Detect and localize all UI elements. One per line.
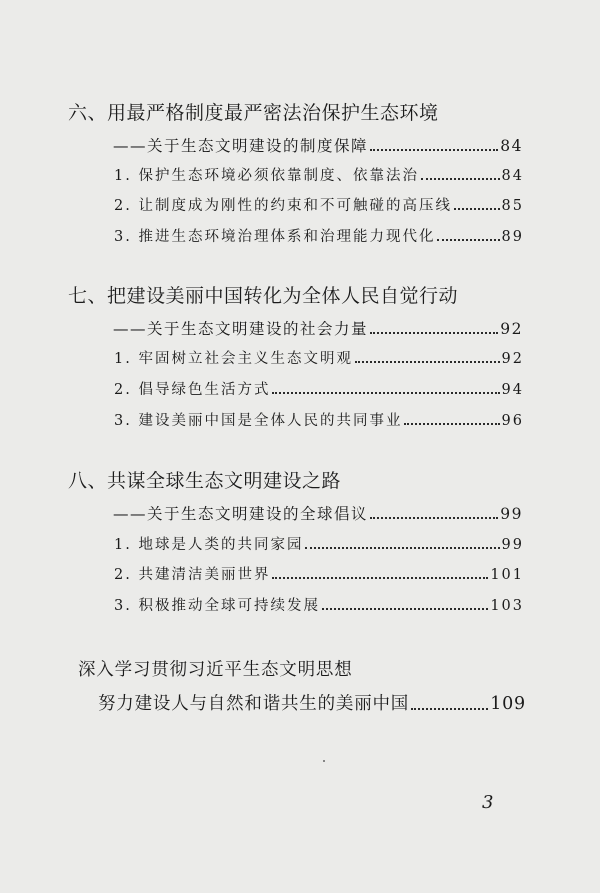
entry-label: 2. 倡导绿色生活方式 [114,382,271,398]
entry-label: 2. 共建清洁美丽世界 [114,567,271,583]
toc-entry[interactable] [113,317,523,339]
entry-label: 1. 保护生态环境必须依靠制度、依靠法治 [114,168,419,184]
entry-label: 努力建设人与自然和谐共生的美丽中国 [98,694,410,714]
closing-title: 深入学习贯彻习近平生态文明思想 [78,660,353,680]
toc-entry[interactable] [114,409,524,430]
entry-label: ——关于生态文明建设的全球倡议 [113,505,369,523]
page-ref: 84 [500,137,523,155]
toc-entry[interactable] [114,164,524,185]
entry-label: 1. 地球是人类的共同家园 [114,537,304,553]
entry-label: 3. 建设美丽中国是全体人民的共同事业 [114,413,403,429]
entry-label: ——关于生态文明建设的制度保障 [113,137,369,155]
print-speck [323,760,325,762]
page-ref: 92 [501,351,524,367]
toc-entry[interactable] [114,594,524,615]
toc-entry[interactable] [113,502,523,524]
entry-label: 2. 让制度成为刚性的约束和不可触碰的高压线 [114,198,452,214]
page-ref: 99 [500,505,523,523]
toc-entry[interactable] [114,225,524,246]
toc-entry[interactable] [114,378,524,399]
dot-leader [421,178,500,180]
dot-leader [370,149,498,151]
entry-label: 1. 牢固树立社会主义生态文明观 [114,351,353,367]
dot-leader [404,423,499,425]
page-ref: 103 [490,598,524,614]
dot-leader [370,517,498,519]
section-heading: 八、共谋全球生态文明建设之路 [68,470,342,492]
entry-label: 3. 积极推动全球可持续发展 [114,598,320,614]
page-ref: 85 [501,198,524,214]
dot-leader [437,239,499,241]
toc-entry[interactable] [114,347,524,368]
dot-leader [355,361,500,363]
section-heading: 六、用最严格制度最严密法治保护生态环境 [68,102,439,124]
toc-entry[interactable] [98,690,526,715]
dot-leader [454,208,500,210]
entry-label: 3. 推进生态环境治理体系和治理能力现代化 [114,229,436,245]
page-ref: 94 [501,382,524,398]
dot-leader [272,577,488,579]
page-ref: 84 [501,168,524,184]
page-ref: 89 [501,229,524,245]
dot-leader [370,332,498,334]
page-ref: 101 [490,567,524,583]
page-ref: 99 [501,537,524,553]
toc-entry[interactable] [113,134,523,156]
dot-leader [322,608,488,610]
toc-entry[interactable] [114,194,524,215]
entry-label: ——关于生态文明建设的社会力量 [113,320,369,338]
page-number: 3 [482,792,494,813]
page-ref: 92 [500,320,523,338]
page-ref: 96 [501,413,524,429]
section-heading: 七、把建设美丽中国转化为全体人民自觉行动 [68,285,459,307]
toc-entry[interactable] [114,533,524,554]
dot-leader [411,708,488,710]
page-ref: 109 [490,694,526,714]
dot-leader [305,547,499,549]
dot-leader [272,392,499,394]
toc-entry[interactable] [114,563,524,584]
